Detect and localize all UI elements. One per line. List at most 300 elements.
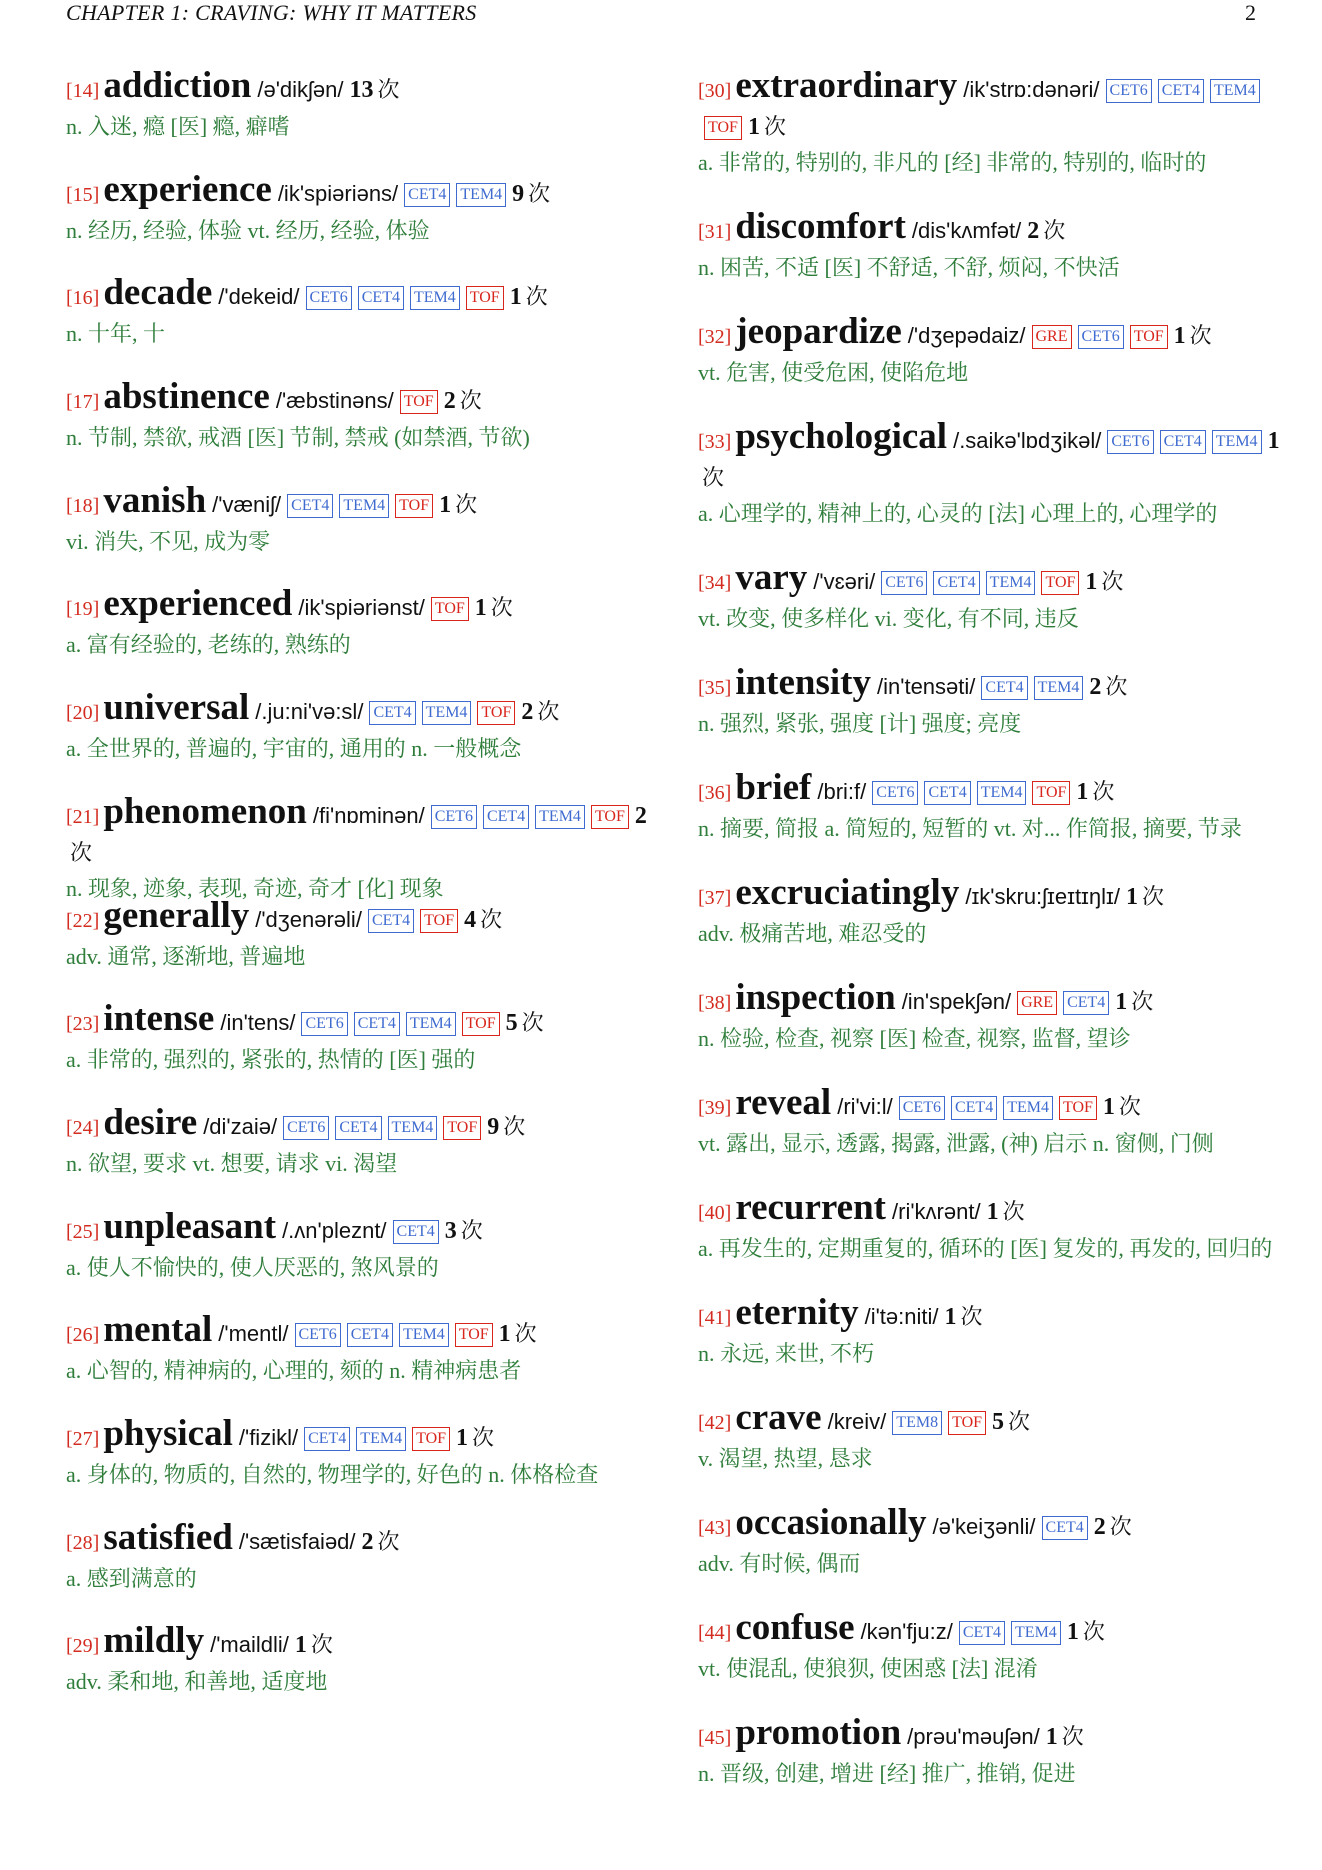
pronunciation: /'dekeid/ (218, 284, 300, 310)
exam-tag-badge: CET4 (1160, 430, 1206, 454)
exam-tag-badge: TEM4 (456, 183, 506, 207)
entry-number: [33] (698, 431, 732, 453)
pronunciation: /'fizikl/ (238, 1424, 299, 1450)
frequency-count: 9 (487, 1113, 500, 1140)
frequency-unit: 次 (1105, 674, 1128, 699)
exam-tag-badge: GRE (1017, 991, 1057, 1015)
entry-headline (66, 894, 656, 939)
frequency-count: 1 (509, 284, 522, 311)
vocab-entry (66, 168, 656, 276)
entry-number: [37] (698, 887, 732, 909)
frequency-unit: 次 (514, 1321, 537, 1347)
headword: vary (735, 557, 808, 598)
entry-headline (66, 1516, 656, 1561)
exam-tag-badge: TEM4 (977, 781, 1027, 805)
pronunciation: /prəu'məuʃən/ (907, 1724, 1040, 1749)
frequency-unit: 次 (472, 1424, 495, 1450)
frequency-unit: 次 (460, 1217, 483, 1243)
definition: n. 困苦, 不适 [医] 不舒适, 不舒, 烦闷, 不快活 (698, 255, 1120, 280)
headword: psychological (735, 416, 948, 457)
frequency-unit: 次 (1043, 218, 1066, 243)
entry-headline (66, 479, 656, 524)
frequency-unit: 次 (70, 839, 93, 865)
entry-headline (698, 206, 1283, 250)
exam-tag-badge: CET4 (1158, 79, 1204, 103)
definition: n. 入迷, 瘾 [医] 瘾, 癖嗜 (66, 114, 290, 139)
entry-number: [27] (66, 1427, 100, 1450)
definition: a. 富有经验的, 老练的, 熟练的 (66, 632, 351, 658)
vocab-entry (698, 1502, 1283, 1582)
definition: n. 晋级, 创建, 增进 [经] 推广, 推销, 促进 (698, 1761, 1076, 1786)
frequency-unit: 次 (503, 1113, 526, 1139)
headword: satisfied (103, 1516, 233, 1558)
frequency-count: 3 (444, 1217, 457, 1244)
headword: intense (103, 998, 215, 1040)
pronunciation: /'dʒenərəli/ (255, 906, 362, 932)
frequency-unit: 次 (1002, 1199, 1025, 1224)
page-header (66, 0, 1256, 28)
entry-headline (698, 416, 1283, 496)
pronunciation: /kən'fju:z/ (860, 1619, 953, 1644)
definition: n. 永远, 来世, 不朽 (698, 1341, 875, 1366)
frequency-count: 1 (1102, 1094, 1115, 1120)
frequency-count: 2 (1093, 1514, 1106, 1540)
headword: desire (103, 1101, 198, 1143)
page-number: 2 (1245, 0, 1256, 25)
entry-headline (698, 557, 1283, 601)
entry-headline (66, 998, 656, 1042)
definition: n. 检验, 检查, 视察 [医] 检查, 视察, 监督, 望诊 (698, 1026, 1131, 1051)
exam-tag-badge: TOF (948, 1411, 986, 1435)
definition: n. 经历, 经验, 体验 vt. 经历, 经验, 体验 (66, 217, 430, 243)
vocab-entry (698, 206, 1283, 286)
frequency-count: 9 (512, 180, 525, 207)
entry-headline (698, 977, 1283, 1021)
vocab-entry (66, 1205, 656, 1313)
headword: promotion (735, 1712, 902, 1753)
exam-tag-badge: CET6 (881, 571, 927, 595)
pronunciation: /ə'dikʃən/ (257, 77, 344, 102)
entry-number: [24] (66, 1116, 100, 1139)
pronunciation: /in'tensəti/ (877, 674, 976, 699)
entry-number: [32] (698, 326, 732, 348)
frequency-count: 2 (1027, 218, 1040, 244)
frequency-count: 1 (1085, 569, 1098, 595)
exam-tag-badge: CET4 (959, 1621, 1005, 1645)
entry-headline (66, 168, 656, 213)
frequency-count: 2 (443, 388, 456, 415)
definition: n. 强烈, 紧张, 强度 [计] 强度; 亮度 (698, 711, 1022, 736)
exam-tag-badge: TEM4 (422, 701, 472, 725)
frequency-count: 5 (992, 1409, 1005, 1435)
exam-tag-badge: CET4 (951, 1096, 997, 1120)
entry-number: [19] (66, 598, 100, 621)
pronunciation: /ik'spiəriənst/ (298, 595, 425, 621)
definition: adv. 有时候, 偶而 (698, 1551, 861, 1576)
pronunciation: /in'tens/ (220, 1010, 296, 1036)
left-column (66, 65, 656, 1727)
entry-headline (698, 1397, 1283, 1441)
frequency-unit: 次 (960, 1304, 983, 1329)
entry-number: [21] (66, 805, 100, 828)
frequency-count: 2 (361, 1528, 374, 1555)
entry-number: [14] (66, 80, 100, 102)
frequency-unit: 次 (521, 1010, 544, 1036)
exam-tag-badge: CET4 (483, 805, 529, 829)
pronunciation: /.ju:ni'və:sl/ (255, 699, 364, 725)
exam-tag-badge: TOF (400, 390, 438, 414)
entry-headline (66, 1309, 656, 1353)
headword: inspection (735, 977, 896, 1018)
entry-headline (698, 65, 1283, 145)
entry-headline (66, 65, 656, 109)
pronunciation: /'sætisfaiəd/ (238, 1528, 356, 1554)
exam-tag-badge: CET6 (899, 1096, 945, 1120)
frequency-count: 2 (634, 802, 647, 829)
exam-tag-badge: TEM4 (986, 571, 1036, 595)
vocab-entry (66, 1412, 656, 1520)
entry-headline (698, 872, 1283, 916)
frequency-count: 1 (986, 1199, 999, 1225)
entry-number: [40] (698, 1202, 732, 1224)
headword: intensity (735, 662, 872, 703)
entry-number: [41] (698, 1307, 732, 1329)
frequency-unit: 次 (1109, 1514, 1132, 1539)
entry-headline (698, 311, 1283, 355)
headword: discomfort (735, 206, 906, 247)
pronunciation: /'æbstinəns/ (275, 388, 394, 414)
vocab-entry (66, 1620, 656, 1727)
definition: a. 非常的, 强烈的, 紧张的, 热情的 [医] 强的 (66, 1047, 476, 1073)
definition: vt. 改变, 使多样化 vi. 变化, 有不同, 违反 (698, 606, 1079, 631)
headword: physical (103, 1412, 233, 1454)
headword: mildly (103, 1620, 205, 1662)
frequency-count: 1 (747, 114, 760, 140)
right-column (698, 65, 1283, 1820)
vocab-entry (698, 1607, 1283, 1687)
frequency-unit: 次 (1131, 989, 1154, 1014)
entry-number: [18] (66, 494, 100, 517)
vocab-entry (66, 1309, 656, 1416)
headword: universal (103, 687, 250, 729)
vocab-entry (66, 790, 656, 901)
frequency-unit: 次 (459, 388, 482, 414)
vocab-entry (66, 894, 656, 1002)
entry-number: [28] (66, 1531, 100, 1554)
exam-tag-badge: CET6 (306, 286, 352, 310)
exam-tag-badge: TOF (704, 116, 742, 140)
exam-tag-badge: CET4 (368, 909, 414, 933)
frequency-unit: 次 (702, 465, 725, 490)
exam-tag-badge: CET6 (295, 1323, 341, 1347)
exam-tag-badge: CET4 (347, 1323, 393, 1347)
definition: a. 使人不愉快的, 使人厌恶的, 煞风景的 (66, 1254, 439, 1280)
headword: generally (103, 894, 250, 936)
frequency-count: 1 (1076, 779, 1089, 805)
vocab-entry (698, 311, 1283, 391)
frequency-unit: 次 (1092, 779, 1115, 804)
headword: confuse (735, 1607, 855, 1648)
entry-number: [23] (66, 1013, 100, 1036)
entry-number: [36] (698, 782, 732, 804)
frequency-unit: 次 (490, 595, 513, 621)
frequency-count: 1 (498, 1321, 511, 1348)
exam-tag-badge: CET4 (393, 1220, 439, 1244)
entry-number: [17] (66, 391, 100, 414)
entry-headline (66, 583, 656, 627)
pronunciation: /in'spekʃən/ (901, 989, 1012, 1014)
entry-headline (66, 1101, 656, 1146)
exam-tag-badge: TEM4 (339, 494, 389, 518)
entry-headline (66, 272, 656, 316)
pronunciation: /'vɛəri/ (813, 569, 876, 594)
headword: reveal (735, 1082, 832, 1123)
frequency-unit: 次 (1189, 323, 1212, 348)
vocab-entry (66, 65, 656, 172)
exam-tag-badge: TOF (477, 701, 515, 725)
frequency-unit: 次 (1008, 1409, 1031, 1434)
exam-tag-badge: CET6 (872, 781, 918, 805)
headword: excruciatingly (735, 872, 960, 913)
frequency-unit: 次 (1118, 1094, 1141, 1119)
frequency-unit: 次 (525, 284, 548, 310)
exam-tag-badge: TOF (412, 1427, 450, 1451)
frequency-count: 2 (1089, 674, 1102, 700)
vocab-entry (66, 1101, 656, 1209)
entry-number: [44] (698, 1622, 732, 1644)
exam-tag-badge: TOF (591, 805, 629, 829)
frequency-count: 1 (1125, 884, 1138, 910)
frequency-unit: 次 (1061, 1724, 1084, 1749)
frequency-unit: 次 (763, 114, 786, 139)
entry-headline (698, 1607, 1283, 1651)
exam-tag-badge: TOF (455, 1323, 493, 1347)
definition: v. 渴望, 热望, 恳求 (698, 1446, 873, 1471)
exam-tag-badge: CET4 (1042, 1516, 1088, 1540)
exam-tag-badge: TEM4 (410, 286, 460, 310)
pronunciation: /kreiv/ (827, 1409, 887, 1434)
entry-number: [38] (698, 992, 732, 1014)
entry-headline (698, 1082, 1283, 1126)
pronunciation: /ɪk'skru:ʃɪeɪtɪŋlɪ/ (965, 884, 1120, 909)
definition: n. 节制, 禁欲, 戒酒 [医] 节制, 禁戒 (如禁酒, 节欲) (66, 425, 530, 451)
definition: a. 感到满意的 (66, 1565, 197, 1591)
entry-number: [15] (66, 183, 100, 206)
frequency-unit: 次 (1101, 569, 1124, 594)
definition: adv. 柔和地, 和善地, 适度地 (66, 1669, 328, 1695)
frequency-count: 1 (294, 1632, 307, 1659)
entry-number: [31] (698, 221, 732, 243)
definition: a. 心智的, 精神病的, 心理的, 颏的 n. 精神病患者 (66, 1358, 522, 1384)
entry-number: [22] (66, 909, 100, 932)
frequency-count: 1 (456, 1424, 469, 1451)
pronunciation: /i'tə:niti/ (864, 1304, 939, 1329)
frequency-count: 2 (521, 699, 534, 726)
frequency-count: 1 (944, 1304, 957, 1330)
entry-headline (698, 767, 1283, 811)
pronunciation: /.saikə'lɒdʒikəl/ (953, 428, 1102, 453)
headword: experience (103, 168, 272, 210)
entry-headline (66, 1205, 656, 1250)
vocab-entry (698, 65, 1283, 181)
exam-tag-badge: CET4 (358, 286, 404, 310)
frequency-count: 5 (505, 1010, 518, 1037)
definition: a. 身体的, 物质的, 自然的, 物理学的, 好色的 n. 体格检查 (66, 1461, 599, 1487)
entry-number: [42] (698, 1412, 732, 1434)
pronunciation: /ri'vi:l/ (837, 1094, 893, 1119)
frequency-unit: 次 (1141, 884, 1164, 909)
headword: unpleasant (103, 1205, 277, 1247)
definition: adv. 通常, 逐渐地, 普遍地 (66, 943, 306, 969)
entry-headline (66, 376, 656, 420)
pronunciation: /ik'spiəriəns/ (277, 180, 399, 206)
exam-tag-badge: TEM4 (1003, 1096, 1053, 1120)
entry-headline (698, 1292, 1283, 1336)
definition: vi. 消失, 不见, 成为零 (66, 528, 271, 554)
exam-tag-badge: TOF (462, 1012, 500, 1036)
entry-number: [35] (698, 677, 732, 699)
definition: n. 欲望, 要求 vt. 想要, 请求 vi. 渴望 (66, 1150, 398, 1176)
vocab-entry (66, 583, 656, 690)
exam-tag-badge: CET6 (1107, 430, 1153, 454)
exam-tag-badge: TEM4 (388, 1116, 438, 1140)
exam-tag-badge: TOF (431, 597, 469, 621)
frequency-count: 1 (474, 595, 487, 622)
vocab-entry (66, 998, 656, 1105)
pronunciation: /ə'keiʒənli/ (932, 1514, 1036, 1539)
vocab-entry (698, 1712, 1283, 1792)
vocab-entry (698, 557, 1283, 637)
frequency-count: 4 (464, 906, 477, 933)
pronunciation: /'dʒepədaiz/ (907, 323, 1026, 348)
exam-tag-badge: CET4 (287, 494, 333, 518)
headword: addiction (103, 65, 252, 106)
frequency-unit: 次 (537, 699, 560, 725)
exam-tag-badge: CET4 (924, 781, 970, 805)
vocab-entry (698, 767, 1283, 847)
headword: eternity (735, 1292, 859, 1333)
exam-tag-badge: CET6 (1078, 325, 1124, 349)
exam-tag-badge: TOF (466, 286, 504, 310)
headword: recurrent (735, 1187, 887, 1228)
exam-tag-badge: CET4 (981, 676, 1027, 700)
exam-tag-badge: CET4 (1063, 991, 1109, 1015)
pronunciation: /'mentl/ (218, 1321, 289, 1347)
vocab-entry (66, 687, 656, 794)
entry-number: [45] (698, 1727, 732, 1749)
chapter-title: CHAPTER 1: CRAVING: WHY IT MATTERS (66, 0, 477, 25)
exam-tag-badge: TOF (1041, 571, 1079, 595)
entry-number: [30] (698, 80, 732, 102)
exam-tag-badge: TOF (1059, 1096, 1097, 1120)
pronunciation: /ik'strɒ:dənəri/ (963, 77, 1100, 102)
entry-headline (66, 1412, 656, 1457)
pronunciation: /.ʌn'pleznt/ (282, 1217, 387, 1243)
definition: a. 再发生的, 定期重复的, 循环的 [医] 复发的, 再发的, 回归的 (698, 1236, 1273, 1261)
exam-tag-badge: CET4 (304, 1427, 350, 1451)
entry-number: [26] (66, 1324, 100, 1347)
pronunciation: /bri:f/ (817, 779, 867, 804)
entry-number: [39] (698, 1097, 732, 1119)
entry-headline (66, 1620, 656, 1664)
exam-tag-badge: TOF (420, 909, 458, 933)
vocab-entry (66, 479, 656, 587)
vocab-entry (698, 416, 1283, 532)
definition: vt. 危害, 使受危困, 使陷危地 (698, 360, 969, 385)
exam-tag-badge: TEM4 (406, 1012, 456, 1036)
frequency-unit: 次 (1082, 1619, 1105, 1644)
exam-tag-badge: CET4 (404, 183, 450, 207)
definition: n. 摘要, 简报 a. 简短的, 短暂的 vt. 对... 作简报, 摘要, 节录 (698, 816, 1242, 841)
exam-tag-badge: TEM4 (1212, 430, 1262, 454)
pronunciation: /fi'nɒminən/ (312, 802, 425, 828)
exam-tag-badge: TOF (395, 494, 433, 518)
exam-tag-badge: TEM4 (1011, 1621, 1061, 1645)
vocab-entry (698, 662, 1283, 742)
headword: decade (103, 272, 213, 314)
vocab-entry (698, 977, 1283, 1057)
exam-tag-badge: CET6 (431, 805, 477, 829)
pronunciation: /di'zaiə/ (203, 1113, 278, 1139)
frequency-unit: 次 (310, 1632, 333, 1658)
frequency-unit: 次 (455, 491, 478, 517)
definition: n. 现象, 迹象, 表现, 奇迹, 奇才 [化] 现象 (66, 875, 444, 901)
entry-headline (66, 790, 656, 871)
exam-tag-badge: TEM4 (399, 1323, 449, 1347)
pronunciation: /'væniʃ/ (212, 491, 282, 517)
frequency-count: 13 (349, 77, 374, 103)
frequency-unit: 次 (528, 180, 551, 206)
definition: a. 全世界的, 普遍的, 宇宙的, 通用的 n. 一般概念 (66, 736, 522, 762)
entry-number: [25] (66, 1220, 100, 1243)
frequency-count: 1 (439, 491, 452, 518)
frequency-unit: 次 (377, 77, 400, 102)
pronunciation: /ri'kʌrənt/ (892, 1199, 981, 1224)
definition: a. 心理学的, 精神上的, 心灵的 [法] 心理上的, 心理学的 (698, 501, 1218, 526)
pronunciation: /dis'kʌmfət/ (911, 218, 1022, 243)
exam-tag-badge: TEM4 (535, 805, 585, 829)
definition: a. 非常的, 特别的, 非凡的 [经] 非常的, 特别的, 临时的 (698, 150, 1207, 175)
entry-number: [29] (66, 1635, 100, 1658)
headword: mental (103, 1309, 213, 1351)
headword: extraordinary (735, 65, 958, 106)
exam-tag-badge: CET4 (354, 1012, 400, 1036)
headword: phenomenon (103, 790, 307, 832)
entry-headline (66, 687, 656, 731)
entry-number: [16] (66, 287, 100, 310)
vocab-entry (698, 872, 1283, 952)
pronunciation: /'maildli/ (210, 1632, 289, 1658)
exam-tag-badge: CET4 (335, 1116, 381, 1140)
headword: experienced (103, 583, 293, 625)
definition: n. 十年, 十 (66, 321, 166, 347)
vocab-entry (698, 1292, 1283, 1372)
entry-headline (698, 1187, 1283, 1231)
exam-tag-badge: TEM4 (1210, 79, 1260, 103)
entry-headline (698, 662, 1283, 706)
frequency-count: 1 (1115, 989, 1128, 1015)
entry-number: [34] (698, 572, 732, 594)
exam-tag-badge: CET6 (283, 1116, 329, 1140)
definition: vt. 使混乱, 使狼狈, 使困惑 [法] 混淆 (698, 1656, 1038, 1681)
entry-headline (698, 1502, 1283, 1546)
frequency-unit: 次 (480, 906, 503, 932)
headword: brief (735, 767, 812, 808)
headword: occasionally (735, 1502, 927, 1543)
vocab-entry (698, 1397, 1283, 1477)
frequency-count: 1 (1173, 323, 1186, 349)
exam-tag-badge: TOF (1130, 325, 1168, 349)
